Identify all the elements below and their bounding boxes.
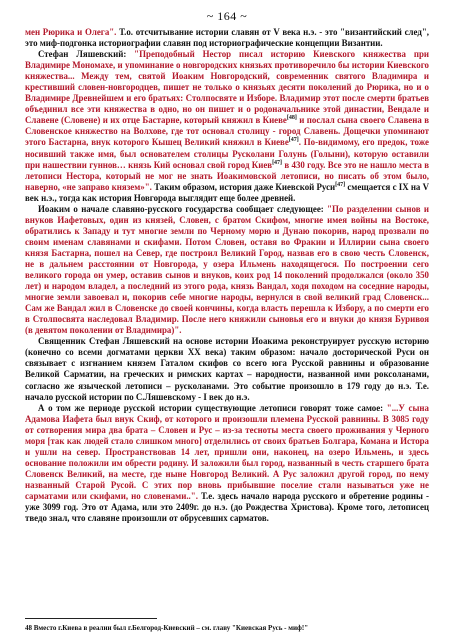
text-span: смещается с IX на V век н.э., тогда как история Новгорода выглядит еще более древней. xyxy=(25,181,429,203)
footnote: 48 Вместо г.Киева в реалии был г.Белгород-Киевский – см. главу "Киевская Русь - миф!" xyxy=(25,624,309,632)
text-span: Стефан Ляшевский: xyxy=(38,49,135,60)
paragraph xyxy=(25,336,429,402)
footnote-divider xyxy=(25,618,157,619)
text-span: Священник Стефан Ляшевский на основе истории Иоакима реконструирует русскую историю (конечно со всеми догматами церкви ХХ века) таким образом: начало досторической Руси он связывает с изгнанием князем Гаталом скифов со всего юга Русской равнины и образование Великой Сарматии, на греческих и римских картах – народности, названной ими роксоланами, согласно же языческой летописи – русколанами. Это событие произошло в 179 году до н.э. Т.е. начало русской истории по С.Ляшевскому - I век до н.э. xyxy=(25,336,429,402)
text-span: Т.е. здесь начало народа русского и обретение родины - уже 3099 год. Это от Адама, или это 2409г. до н.э. (до Рождества Христова). Кроме того, летописец тведо знал, что славяне произошли от обрусевших сарматов. xyxy=(25,490,429,524)
paragraph xyxy=(25,204,429,337)
text-span: Т.о. отсчитывание истории славян от V века н.э. - это "византийский след", это миф-подгонка историографии славян под историографические концепции Византии. xyxy=(25,27,429,49)
body-text xyxy=(25,27,429,524)
footnote-reference[interactable]: [47] xyxy=(272,159,283,166)
highlighted-text: мен Рюрика и Олега". xyxy=(25,27,120,37)
footnote-reference[interactable]: [48] xyxy=(286,115,297,122)
text-span: Таким образом, история даже Киевской Руси xyxy=(154,181,336,192)
highlighted-text: в 430 году. Все это не нашло места в летописи Нестора, который не мог не знать Иоакимовской летописи, но писать об этом было, наверно, «не заправо князем»". xyxy=(25,159,429,192)
highlighted-text: . По-видимому, его предок, тоже носивший также имя, был основателем столицы Русколани Голунь (Голыни), которую оставили при нашествии гуннов… князь Кий основал свой город Киев xyxy=(25,137,429,170)
highlighted-text: "По разделении сынов и внуков Иафетовых, один из князей, Словен, с братом Скифом, многие имея войны на Востоке, обратились к Западу и тут многие земли по Черному морю и Дунаю покорив, народ прозвали по своим именам славянами и скифами. Потом Словен, оставя во Фракии и Иллирии сына своего князя Бастарна, пошел на Север, где построил Великий Город, назвав его в свою честь Словенск, не в дальнем расстоянии от Новгорода, у озера Ильмень находящегося. По построении сего великого города он умер, оставив сынов и внуков, коих род 14 поколений продолжался (около 350 лет) и народом владел, а последний из этого рода, князь Вандал, ходя походом на соседние народы, многие земли завоевал и, покорив себе многие народы, вернулся в свой великий град Словенск... Сам же Вандал жил в Словенске до своей кончины, когда власть перешла к Избору, а по смерти его в Столпосвята наследовал Владимир. После него княжили сыновья его и внуки до князя Буривоя (в девятом поколении от Владимира)". xyxy=(25,203,429,336)
footnote-reference[interactable]: [47] xyxy=(335,181,346,188)
footnote-reference[interactable]: [47] xyxy=(288,137,299,144)
paragraph xyxy=(25,403,429,525)
highlighted-text: и послал сына своего Славена в Словенское княжество на Волхове, где тот основал столицу - город Славень. Дощечки упоминают этого Бастарна, внук которого Кышец Великий княжил в Киеве xyxy=(25,115,429,148)
text-span: А о том же периоде русской истории существующие летописи говорят тоже самое: xyxy=(38,402,387,413)
text-span: Иоаким о начале славяно-русского государства сообщает следующее: xyxy=(38,203,328,214)
highlighted-text: "...У сына Адамова Иафета был внук Скиф, от которого и произошли племена Русской равнины. В 3085 году от сотворения мира два брата – Словен и Рус – из-за тесноты места своего проживания у Черного моря [так как людей стало слишком много] отделились от своих братьев Болгара, Комана и Истора и ушли на север. Пространствовав 14 лет, пришли они, наконец, на озеро Ильмень, и здесь основание положили им обрести родину. И заложили был город, названный в честь старшего брата Словенск Великий, на месте, где ныне Новгород Великий. А Рус заложил другой город, по нему названный Старой Русой. С этих пор вновь прибывшие поселие стали называться уже не сарматами или скифами, но словенами..". xyxy=(25,402,429,501)
highlighted-text: "Преподобный Нестор писал историю Киевского княжества при Владимире Мономахе, и упоминание о новгородских князьях противоречило бы истории Киевского княжества... Между тем, святой Иоаким Новгородский, современник святого Владимира и крестивший словен-новгородцев, пишет не только о князьях десяти поколений до Рюрика, но и о Владимире Древнейшем и его братьях: Столпосвяте и Изборе. Владимир этот после смерти братьев объединил все эти княжества в одно, но он пишет и о родоначальнике этой династии, Вендале и Славене (Словене) и их отце Бастарне, который княжил в Киеве xyxy=(25,49,429,126)
paragraph xyxy=(25,27,429,49)
page-number: ~ 164 ~ xyxy=(206,9,248,23)
paragraph xyxy=(25,49,429,204)
